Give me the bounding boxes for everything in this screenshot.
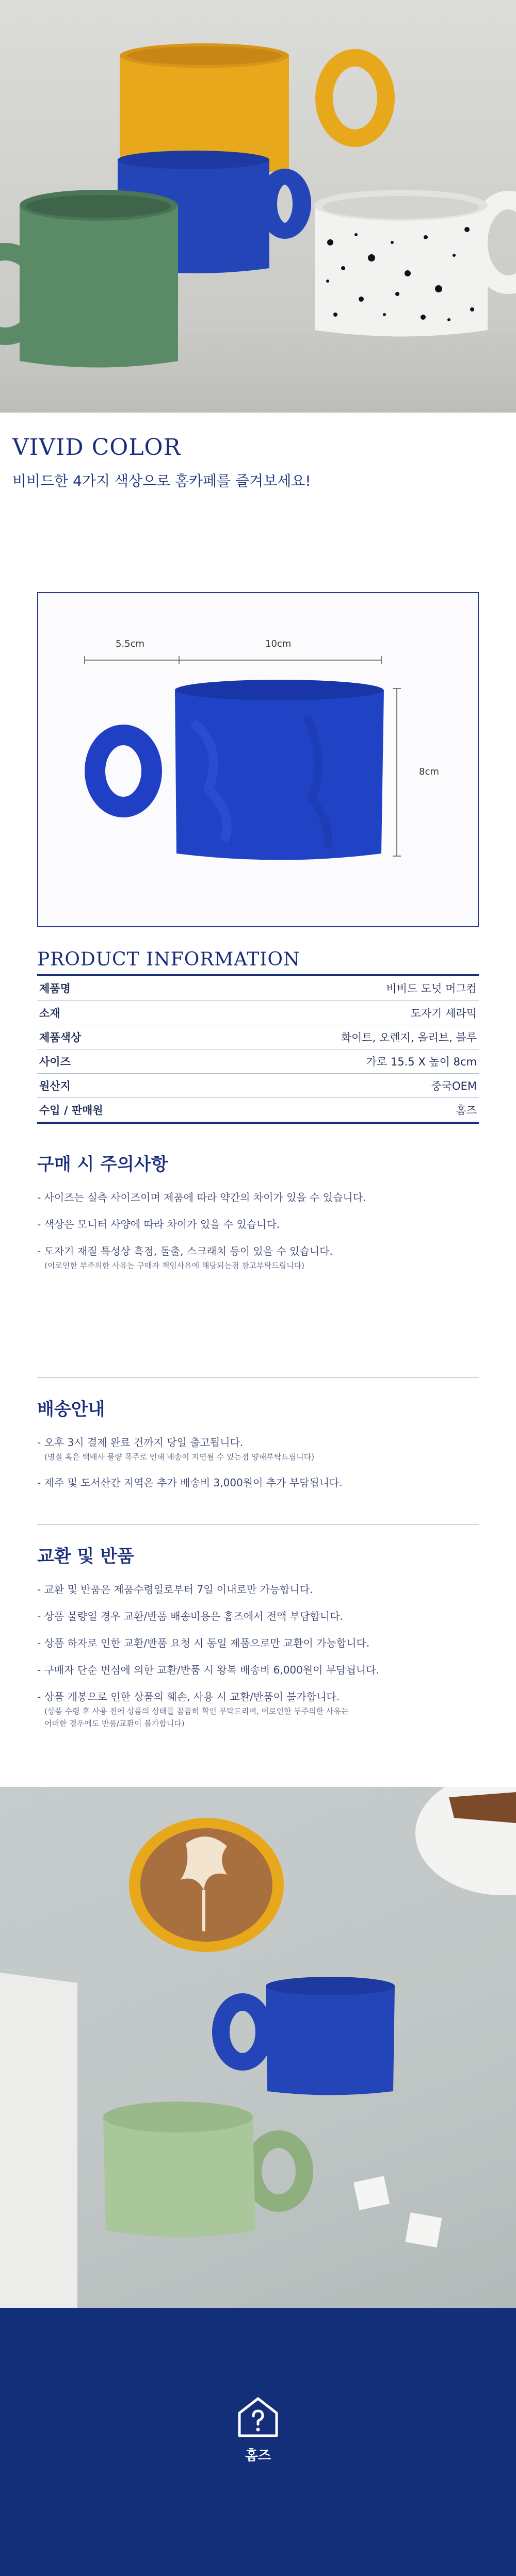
table-row — [37, 1000, 479, 1025]
lifestyle-illustration — [0, 1787, 516, 2308]
handle-width-label: 5.5cm — [116, 638, 145, 649]
info-key: 소재 — [37, 1000, 182, 1025]
notice-item: - 색상은 모니터 사양에 따라 차이가 있을 수 있습니다. — [37, 1218, 280, 1230]
notice-item: - 사이즈는 실측 사이즈이며 제품에 따라 약간의 차이가 있을 수 있습니다. — [37, 1191, 366, 1204]
mugs-illustration — [0, 0, 516, 413]
shipping-item: - 제주 및 도서산간 지역은 추가 배송비 3,000원이 추가 부담됩니다. — [37, 1476, 343, 1489]
exchange-item: - 구매자 단순 변심에 의한 교환/반품 시 왕복 배송비 6,000원이 부담됩니다. — [37, 1664, 379, 1676]
info-value: 중국OEM — [182, 1073, 479, 1097]
section-divider — [37, 1524, 479, 1525]
body-width-label: 10cm — [265, 638, 292, 649]
divider — [37, 1122, 479, 1124]
table-row — [37, 976, 479, 1000]
exchange-note: 어떠한 경우에도 반품/교환이 불가합니다) — [44, 1719, 185, 1728]
table-row — [37, 1073, 479, 1097]
exchange-item: - 상품 하자로 인한 교환/반품 요청 시 동일 제품으로만 교환이 가능합니다. — [37, 1637, 370, 1649]
info-value: 도자기 세라믹 — [182, 1000, 479, 1025]
purchase-notice-heading: 구매 시 주의사항 — [37, 1154, 168, 1175]
brand-logo — [236, 2395, 280, 2464]
notice-note: (이로인한 부주의한 사유는 구매자 책임사유에 해당되는점 참고부탁드립니다) — [44, 1261, 304, 1270]
coffee-mug — [129, 1818, 284, 1952]
purchase-notice-section — [37, 1150, 479, 1271]
product-info-heading: PRODUCT INFORMATION — [37, 949, 300, 970]
height-label: 8cm — [419, 766, 439, 777]
intro-title: VIVID COLOR — [12, 434, 181, 461]
intro-section — [12, 434, 508, 490]
shipping-section — [37, 1395, 479, 1502]
product-information — [37, 949, 479, 1124]
info-key: 사이즈 — [37, 1049, 182, 1073]
dimension-diagram — [37, 592, 479, 927]
info-value: 화이트, 오렌지, 올리브, 블루 — [182, 1025, 479, 1049]
table-row — [37, 1025, 479, 1049]
info-key: 제품명 — [37, 976, 182, 1000]
brand-footer — [0, 2308, 516, 2576]
dimension-lines — [38, 593, 478, 926]
lifestyle-photo — [0, 1787, 516, 2308]
dimension-mug — [95, 680, 384, 860]
house-question-icon — [236, 2395, 280, 2439]
table-row — [37, 1049, 479, 1073]
exchange-item: - 상품 개봉으로 인한 상품의 훼손, 사용 시 교환/반품이 불가합니다. — [37, 1691, 340, 1703]
mint-mug-photo — [103, 2102, 304, 2237]
white-mug — [314, 190, 516, 337]
exchange-section — [37, 1542, 479, 1729]
table-row — [37, 1097, 479, 1122]
exchange-item: - 교환 및 반품은 제품수령일로부터 7일 이내로만 가능합니다. — [37, 1583, 313, 1596]
brand-name: 홈즈 — [245, 2448, 271, 2464]
product-info-table — [37, 976, 479, 1122]
shipping-item: - 오후 3시 결제 완료 건까지 당일 출고됩니다. — [37, 1436, 244, 1449]
exchange-heading: 교환 및 반품 — [37, 1546, 134, 1567]
info-value: 비비드 도넛 머그컵 — [182, 976, 479, 1000]
green-mug — [0, 190, 178, 368]
intro-subtitle: 비비드한 4가지 색상으로 홈카페를 즐겨보세요! — [12, 472, 311, 489]
info-key: 수입 / 판매원 — [37, 1097, 182, 1122]
exchange-note: (상품 수령 후 사용 전에 상품의 상태를 꼼꼼히 확인 부탁드리며, 이로인한 부주의한 사유는 — [44, 1707, 349, 1716]
section-divider — [37, 1377, 479, 1378]
shipping-note: (명절 혹은 택배사 물량 폭주로 인해 배송이 지연될 수 있는점 양해부탁드립니다) — [44, 1452, 315, 1462]
info-key: 제품색상 — [37, 1025, 182, 1049]
shipping-heading: 배송안내 — [37, 1399, 105, 1420]
blue-mug-photo — [221, 1977, 395, 2095]
exchange-item: - 상품 불량일 경우 교환/반품 배송비용은 홈즈에서 전액 부담합니다. — [37, 1610, 343, 1622]
info-value: 홈즈 — [182, 1097, 479, 1122]
info-key: 원산지 — [37, 1073, 182, 1097]
info-value: 가로 15.5 X 높이 8cm — [182, 1049, 479, 1073]
hero-photo — [0, 0, 516, 413]
notice-item: - 도자기 재질 특성상 흑점, 돌출, 스크래치 등이 있을 수 있습니다. — [37, 1245, 333, 1257]
